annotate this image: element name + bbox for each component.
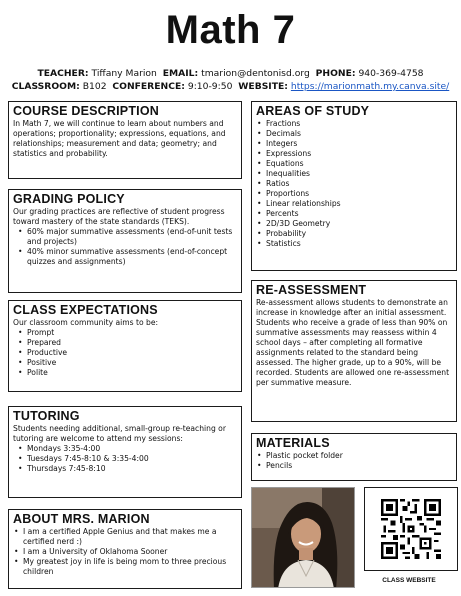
list-item: • Equations xyxy=(256,159,452,169)
materials-list xyxy=(256,451,452,471)
list-item: • I am a University of Oklahoma Sooner xyxy=(13,547,237,557)
website-label: WEBSITE: xyxy=(238,81,288,92)
class-expectations-text: Our classroom community aims to be: xyxy=(13,318,159,327)
about-teacher-box xyxy=(8,509,242,589)
tutoring-list xyxy=(17,444,237,474)
email-value: tmarion@dentonisd.org xyxy=(201,68,310,79)
email-label: EMAIL: xyxy=(162,68,199,79)
website-link[interactable]: https://marionmath.my.canva.site/ xyxy=(290,81,450,92)
list-item: • Decimals xyxy=(256,129,452,139)
grading-policy-text: Our grading practices are reflective of student progress toward mastery of the state standards (TEKS). xyxy=(13,207,225,226)
list-item: • Fractions xyxy=(256,119,452,129)
list-item: • Productive xyxy=(17,348,237,358)
list-item: • Statistics xyxy=(256,239,452,249)
tutoring-heading: TUTORING xyxy=(13,409,80,423)
page-title: Math 7 xyxy=(165,8,296,52)
qr-code-label: CLASS WEBSITE xyxy=(382,577,436,584)
phone-label: PHONE: xyxy=(315,68,356,79)
list-item: • Thursdays 7:45-8:10 xyxy=(17,464,237,474)
list-item: • Pencils xyxy=(256,461,452,471)
materials-box xyxy=(251,433,457,481)
classroom-line xyxy=(0,81,461,92)
reassessment-box xyxy=(251,280,457,422)
contact-line xyxy=(0,68,461,79)
teacher-photo-illustration xyxy=(252,488,355,588)
materials-heading: MATERIALS xyxy=(256,436,330,450)
reassessment-text: Re-assessment allows students to demonstrate an increase in knowledge after an initial assessment. Students who receive a grade of less than 90% on summative assessments may reassess within 4 school days – after completing all formative assignments related to the standard being assessed. The higher grade, up to a 90%, will be recorded. Students are allowed one re-assessment per summative measure. xyxy=(256,298,450,387)
reassessment-heading: RE-ASSESSMENT xyxy=(256,283,367,297)
list-item: • Plastic pocket folder xyxy=(256,451,452,461)
class-expectations-list xyxy=(17,328,237,378)
list-item: • Polite xyxy=(17,368,237,378)
list-item: • Prompt xyxy=(17,328,237,338)
list-item: • 60% major summative assessments (end-of-unit tests and projects) xyxy=(17,227,237,247)
list-item: • Integers xyxy=(256,139,452,149)
tutoring-text: Students needing additional, small-group re-teaching or tutoring are welcome to attend my sessions: xyxy=(13,424,226,443)
about-teacher-heading: ABOUT MRS. MARION xyxy=(13,512,150,526)
areas-of-study-heading: AREAS OF STUDY xyxy=(256,104,370,118)
classroom-label: CLASSROOM: xyxy=(11,81,80,92)
conference-label: CONFERENCE: xyxy=(112,81,185,92)
list-item: • 40% minor summative assessments (end-of-concept quizzes and assignments) xyxy=(17,247,237,267)
list-item: • 2D/3D Geometry xyxy=(256,219,452,229)
list-item: • Expressions xyxy=(256,149,452,159)
grading-policy-list xyxy=(17,227,237,267)
list-item: • My greatest joy in life is being mom to three precious children xyxy=(13,557,237,577)
conference-value: 9:10-9:50 xyxy=(187,81,233,92)
list-item: • Linear relationships xyxy=(256,199,452,209)
list-item: • Prepared xyxy=(17,338,237,348)
teacher-name: Tiffany Marion xyxy=(91,68,157,79)
list-item: • Mondays 3:35-4:00 xyxy=(17,444,237,454)
list-item: • Probability xyxy=(256,229,452,239)
teacher-label: TEACHER: xyxy=(37,68,89,79)
classroom-value: B102 xyxy=(82,81,107,92)
course-description-heading: COURSE DESCRIPTION xyxy=(13,104,159,118)
list-item: • Ratios xyxy=(256,179,452,189)
list-item: • Positive xyxy=(17,358,237,368)
list-item: • Percents xyxy=(256,209,452,219)
about-teacher-list xyxy=(13,527,237,577)
qr-code-icon[interactable] xyxy=(381,499,441,559)
grading-policy-heading: GRADING POLICY xyxy=(13,192,125,206)
list-item: • Inequalities xyxy=(256,169,452,179)
class-expectations-box xyxy=(8,300,242,392)
class-expectations-heading: CLASS EXPECTATIONS xyxy=(13,303,158,317)
areas-of-study-box xyxy=(251,101,457,271)
course-description-box xyxy=(8,101,242,179)
course-description-text: In Math 7, we will continue to learn about numbers and operations; proportionality; expressions, equations, and relationships; measurement and data; geometry; and statistics and probability. xyxy=(13,119,226,158)
teacher-photo xyxy=(251,487,355,588)
phone-value: 940-369-4758 xyxy=(358,68,424,79)
list-item: • Proportions xyxy=(256,189,452,199)
list-item: • I am a certified Apple Genius and that makes me a certified nerd :) xyxy=(13,527,237,547)
tutoring-box xyxy=(8,406,242,498)
areas-of-study-list xyxy=(256,119,452,249)
grading-policy-box xyxy=(8,189,242,293)
list-item: • Tuesdays 7:45-8:10 & 3:35-4:00 xyxy=(17,454,237,464)
qr-code-box[interactable] xyxy=(364,487,458,571)
